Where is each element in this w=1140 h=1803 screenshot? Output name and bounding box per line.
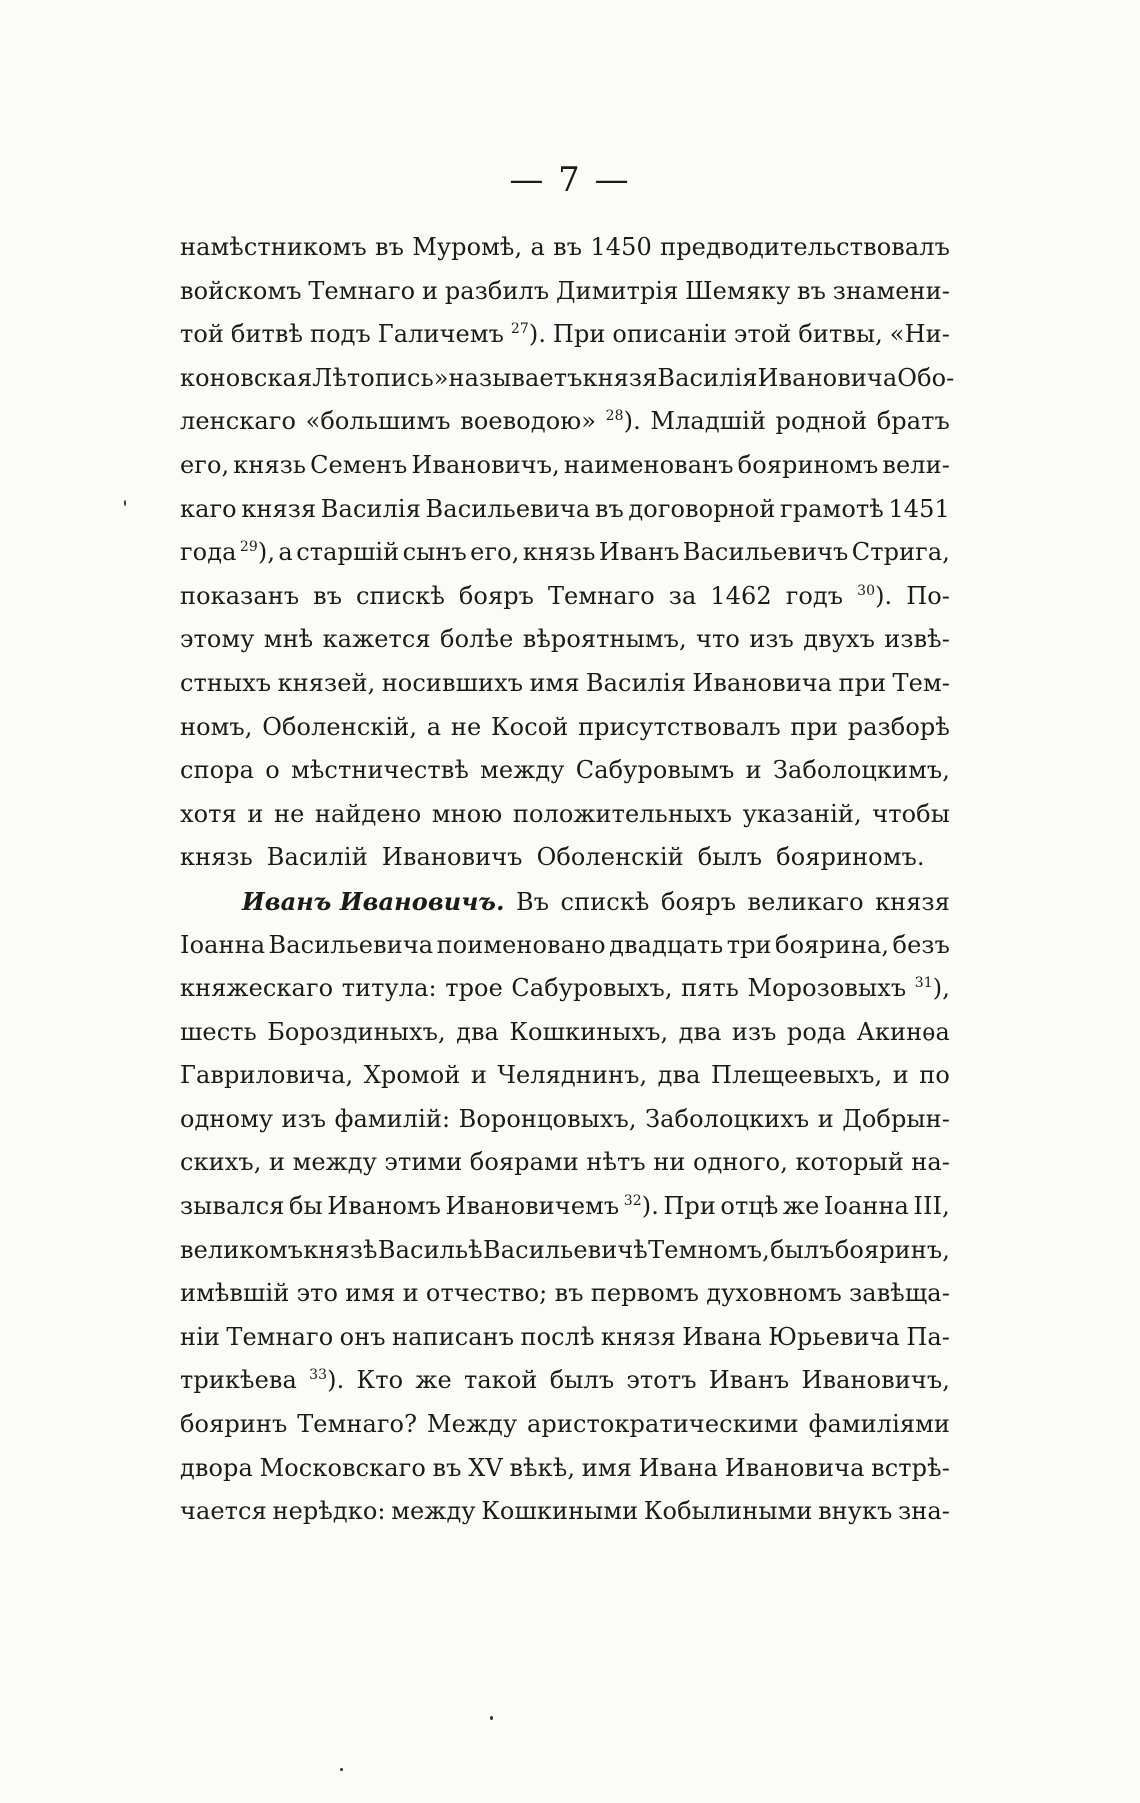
text-word: трикѣева: [180, 1366, 297, 1395]
text-word: и: [247, 799, 264, 828]
text-word: Димитрія: [556, 276, 679, 305]
text-word: великомъ: [180, 1235, 304, 1264]
text-word: безъ: [892, 930, 950, 959]
text-word: и: [817, 1104, 834, 1133]
text-word: Косой: [490, 712, 569, 741]
text-line: [180, 836, 950, 880]
text-word: фамиліями: [808, 1410, 950, 1439]
text-line: [180, 226, 950, 270]
text-line: [180, 793, 950, 837]
text-word: Морозовыхъ: [747, 974, 907, 1003]
text-word: Муромѣ,: [412, 233, 523, 261]
text-line: [180, 1185, 950, 1229]
text-word: Темномъ,: [648, 1235, 770, 1264]
text-word: и: [892, 1061, 909, 1090]
text-line: [180, 1403, 950, 1447]
text-word: знамени-: [832, 276, 950, 305]
text-word: въ: [432, 1453, 462, 1482]
text-word: титула:: [341, 974, 437, 1003]
text-word: въ: [313, 581, 343, 610]
text-word: ленскаго: [180, 407, 297, 436]
text-word: спора: [180, 756, 255, 785]
text-word: Акинѳа: [856, 1017, 950, 1046]
text-word: два: [678, 1017, 722, 1046]
text-word: зывался: [180, 1192, 285, 1221]
text-word: не: [273, 799, 305, 828]
text-word: два: [456, 1017, 499, 1046]
text-word: аристократическими: [527, 1410, 799, 1439]
text-word: 1462: [710, 581, 772, 610]
text-word: и: [268, 1148, 286, 1177]
text-word: поименовано: [436, 930, 606, 959]
text-word: Василія: [585, 668, 687, 697]
text-word: послѣ: [520, 1322, 595, 1351]
text-word: Воронцовыхъ,: [458, 1104, 637, 1133]
text-word: между: [480, 756, 565, 785]
text-word: $^{32}$).: [623, 1192, 659, 1221]
text-word: который: [795, 1148, 904, 1177]
text-word: найдено: [314, 799, 422, 828]
text-word: намѣстникомъ: [180, 233, 367, 261]
text-word: Галичемъ: [377, 320, 504, 349]
text-word: Бороздиныхъ,: [267, 1017, 446, 1046]
text-line: [180, 880, 950, 924]
text-word: битвы,: [798, 320, 883, 349]
text-word: наименованъ: [563, 450, 734, 479]
text-word: воеводою»: [460, 407, 597, 436]
text-line: [180, 1011, 950, 1055]
text-word: вѣкѣ,: [509, 1453, 576, 1482]
text-word: подъ: [309, 320, 371, 349]
text-line: [180, 1316, 950, 1360]
text-line: [180, 1054, 950, 1098]
text-word: Кошкиными: [481, 1497, 639, 1526]
text-word: встрѣ-: [871, 1453, 950, 1482]
text-word: ніи: [180, 1322, 220, 1351]
text-word: духовномъ: [706, 1279, 842, 1308]
text-word: между: [391, 1497, 476, 1526]
text-word: Иваномъ: [327, 1192, 442, 1221]
text-word: 1450: [590, 233, 652, 261]
text-word: спискѣ: [560, 887, 650, 916]
text-word: Заболоцкимъ,: [772, 756, 950, 785]
text-word: чтобы: [872, 799, 950, 828]
text-word: родной: [775, 407, 868, 436]
text-word: бояринъ,: [834, 1235, 950, 1264]
text-word: князя: [241, 494, 317, 523]
text-line: [180, 1098, 950, 1142]
text-word: сынъ: [402, 538, 467, 567]
text-word: въ: [554, 1279, 584, 1308]
text-word: пять: [681, 974, 739, 1003]
text-word: ни: [653, 1148, 686, 1177]
text-word: указаній,: [742, 799, 862, 828]
text-line: [180, 444, 950, 488]
text-word: о: [265, 756, 280, 785]
text-word: рода: [786, 1017, 847, 1046]
text-word: княжескаго: [180, 974, 334, 1003]
text-word: Васильевича: [268, 930, 434, 959]
text-word: князѣ: [303, 1235, 378, 1264]
text-word: одного,: [692, 1148, 788, 1177]
page-number: — 7 —: [509, 160, 631, 200]
text-word: XV: [468, 1453, 503, 1482]
print-speck: [490, 1716, 493, 1720]
text-word: и: [421, 276, 439, 305]
text-word: называетъ: [448, 363, 583, 392]
text-word: Василія: [320, 494, 421, 523]
text-word: При: [663, 1192, 716, 1221]
text-word: Ивановичъ,: [411, 450, 560, 479]
text-word: Василія: [657, 363, 758, 392]
text-word: бояръ: [458, 581, 535, 610]
text-word: отчество;: [425, 1279, 548, 1308]
text-word: Лѣтопись»: [312, 363, 449, 392]
text-word: нѣтъ: [586, 1148, 646, 1177]
text-word: Ивановича: [724, 1453, 865, 1482]
text-word: князя: [582, 363, 658, 392]
text-word: По-: [906, 581, 950, 610]
text-word: а: [530, 233, 545, 261]
text-word: этими: [384, 1148, 463, 1177]
text-word: имя: [581, 1453, 632, 1482]
text-line: [180, 1229, 950, 1273]
text-word: а: [278, 538, 293, 567]
text-line: [180, 270, 950, 314]
body-text: [180, 226, 955, 1534]
text-word: спискѣ: [356, 581, 445, 610]
text-word: Сабуровымъ: [575, 756, 735, 785]
text-word: Ивановича: [757, 363, 898, 392]
text-word: имя: [529, 668, 580, 697]
text-line: [180, 1447, 950, 1491]
text-word: чается: [180, 1497, 267, 1526]
text-word: Между: [426, 1410, 518, 1439]
text-word: Кто: [356, 1366, 404, 1395]
text-word: показанъ: [180, 581, 300, 610]
text-word: мнѣ: [263, 625, 314, 654]
text-word: бояриномъ.: [776, 843, 925, 872]
text-word: князь: [180, 843, 253, 872]
text-word: нерѣдко:: [272, 1497, 386, 1526]
text-word: братъ: [876, 407, 950, 436]
text-word: трое: [445, 974, 503, 1003]
text-word: старшій: [296, 538, 400, 567]
text-word: Ивановичъ,: [801, 1366, 950, 1395]
text-line: [180, 924, 950, 968]
text-line: [180, 400, 950, 444]
text-word: этому: [180, 625, 255, 654]
print-speck: [124, 500, 126, 506]
text-word: завѣща-: [849, 1279, 950, 1308]
text-word: великаго: [747, 887, 864, 916]
text-word: двухъ: [803, 625, 875, 654]
text-word: этотъ: [626, 1366, 697, 1395]
text-word: два: [657, 1061, 701, 1090]
text-word: $^{29}$),: [239, 538, 276, 567]
text-word: одному: [180, 1104, 274, 1133]
text-word: онъ: [339, 1322, 386, 1351]
text-word: хотя: [180, 799, 237, 828]
text-word: Московскаго: [259, 1453, 426, 1482]
text-word: предводительствовалъ: [660, 233, 950, 261]
text-word: Гавриловича,: [180, 1061, 354, 1090]
text-word: въ: [553, 233, 583, 261]
text-line: [180, 313, 950, 357]
text-word: Въ: [516, 887, 550, 916]
text-word: за: [668, 581, 697, 610]
text-word: вели-: [882, 450, 950, 479]
text-line: [180, 618, 950, 662]
text-word: былъ: [549, 1366, 615, 1395]
text-word: боярами: [469, 1148, 579, 1177]
text-word: написанъ: [392, 1322, 515, 1351]
text-word: Младшій: [650, 407, 766, 436]
text-word: $^{28}$).: [605, 407, 641, 436]
text-word: изъ: [731, 1017, 777, 1046]
text-word: Стрига,: [851, 538, 950, 567]
text-word: изъ: [281, 1104, 327, 1133]
text-word: Темнаго: [226, 1322, 334, 1351]
text-word: изъ: [749, 625, 794, 654]
text-word: въ: [375, 233, 404, 261]
text-word: Темнаго?: [297, 1410, 418, 1439]
text-word: Оболенскій,: [262, 712, 418, 741]
text-word: Ивановичемъ: [445, 1192, 620, 1221]
text-word: Васильевичѣ: [483, 1235, 648, 1264]
text-word: былъ: [770, 1235, 835, 1264]
text-word: кажется: [322, 625, 431, 654]
text-word: бояръ: [660, 887, 737, 916]
text-word: Кошкиныхъ,: [509, 1017, 669, 1046]
text-word: При: [552, 320, 606, 349]
text-word: на-: [911, 1148, 950, 1177]
text-word: внукъ: [818, 1497, 893, 1526]
text-line: [180, 531, 950, 575]
text-word: же: [415, 1366, 452, 1395]
text-word: Иванъ: [708, 1366, 790, 1395]
text-word: битвѣ: [230, 320, 304, 349]
text-word: каго: [180, 494, 237, 523]
text-word: Васильѣ: [377, 1235, 483, 1264]
text-word: отцѣ: [720, 1192, 779, 1221]
text-word: въ: [797, 276, 827, 305]
text-line: [180, 967, 950, 1011]
text-word: же: [782, 1192, 820, 1221]
text-word: Темнаго: [308, 276, 416, 305]
text-word: бы: [288, 1192, 323, 1221]
text-word: положительныхъ: [512, 799, 733, 828]
text-word: зна-: [898, 1497, 950, 1526]
text-word: 1451: [888, 494, 950, 523]
text-word: и: [470, 1061, 487, 1090]
text-word: «Ни-: [889, 320, 950, 349]
text-word: и: [745, 756, 762, 785]
text-word: $^{30}$).: [857, 581, 893, 610]
text-word: Василій: [266, 843, 368, 872]
text-word: шесть: [180, 1017, 257, 1046]
text-line: [180, 575, 950, 619]
text-word: двадцать: [609, 930, 724, 959]
text-word: коновская: [180, 363, 313, 392]
text-word: имя: [345, 1279, 396, 1308]
text-word: III,: [913, 1192, 950, 1221]
text-word: Васильевича: [425, 494, 591, 523]
text-word: бояриномъ: [737, 450, 879, 479]
text-word: имѣвшій: [180, 1279, 290, 1308]
text-word: князя: [875, 887, 950, 916]
text-word: князь: [522, 538, 596, 567]
text-word: грамотѣ: [780, 494, 884, 523]
text-word: князь: [233, 450, 307, 479]
text-word: болѣе: [440, 625, 514, 654]
text-word: Ивановича: [692, 668, 833, 697]
text-word: между: [292, 1148, 377, 1177]
text-line: [180, 749, 950, 793]
text-word: боярина,: [775, 930, 890, 959]
text-word: $^{27}$).: [510, 320, 547, 349]
text-word: это: [296, 1279, 339, 1308]
text-word: договорной: [628, 494, 776, 523]
text-word: мѣстничествѣ: [291, 756, 469, 785]
text-word: а: [426, 712, 442, 741]
text-word: былъ: [697, 843, 763, 872]
text-word: не: [450, 712, 482, 741]
text-word: вѣроятнымъ,: [522, 625, 687, 654]
text-word: Тем-: [892, 668, 950, 697]
text-word: князя: [601, 1322, 676, 1351]
text-word: Па-: [906, 1322, 950, 1351]
text-word: Шемяку: [685, 276, 791, 305]
text-word: двора: [180, 1453, 253, 1482]
text-word: Васильевичъ: [682, 538, 849, 567]
text-word: Іоанна: [823, 1192, 909, 1221]
text-word: его,: [180, 450, 230, 479]
text-word: $^{33}$).: [309, 1366, 345, 1395]
text-word: этой: [733, 320, 792, 349]
text-line: [180, 488, 950, 532]
text-word: разбилъ: [444, 276, 550, 305]
text-word: и: [402, 1279, 419, 1308]
text-word: скихъ,: [180, 1148, 262, 1177]
text-line: [180, 1359, 950, 1403]
text-word: Заболоцкихъ: [645, 1104, 810, 1133]
text-word: номъ,: [180, 712, 253, 741]
text-word: Ивановичъ: [381, 843, 523, 872]
text-line: [180, 1141, 950, 1185]
text-word: извѣ-: [884, 625, 950, 654]
text-word: Иванъ: [598, 538, 680, 567]
text-word: стныхъ: [180, 668, 272, 697]
section-name: Иванъ Ивановичъ.: [242, 886, 505, 916]
text-word: Ивана: [638, 1453, 719, 1482]
text-word: Челяднинъ,: [497, 1061, 648, 1090]
text-line: [180, 662, 950, 706]
text-word: войскомъ: [180, 276, 302, 305]
text-word: Хромой: [363, 1061, 461, 1090]
text-word: $^{31}$),: [914, 974, 950, 1003]
text-word: князей,: [277, 668, 376, 697]
text-word: Семенъ: [310, 450, 408, 479]
text-word: по: [919, 1061, 950, 1090]
text-word: Темнаго: [547, 581, 655, 610]
text-word: описаніи: [612, 320, 728, 349]
text-word: Добрын-: [842, 1104, 950, 1133]
text-word: той: [180, 320, 225, 349]
text-word: Кобылиными: [643, 1497, 813, 1526]
text-word: Обо-: [897, 363, 955, 392]
text-word: разборѣ: [847, 712, 950, 741]
text-word: Плещеевыхъ,: [711, 1061, 883, 1090]
text-word: «большимъ: [305, 407, 451, 436]
text-word: года: [180, 538, 237, 567]
text-word: Оболенскій: [536, 843, 684, 872]
text-word: присутствовалъ: [578, 712, 781, 741]
text-word: въ: [594, 494, 624, 523]
text-word: Іоанна: [180, 930, 266, 959]
text-line: [180, 357, 955, 401]
text-word: три: [726, 930, 772, 959]
text-word: его,: [470, 538, 520, 567]
text-word: Сабуровыхъ,: [511, 974, 673, 1003]
text-word: носившихъ: [381, 668, 524, 697]
text-word: фамилій:: [334, 1104, 451, 1133]
text-word: годъ: [785, 581, 844, 610]
text-word: Ивана: [682, 1322, 762, 1351]
text-line: [180, 706, 950, 750]
text-word: при: [838, 668, 887, 697]
text-word: бояринъ: [180, 1410, 288, 1439]
text-word: что: [696, 625, 740, 654]
text-word: при: [790, 712, 839, 741]
print-speck: [340, 1768, 343, 1771]
text-line: [180, 1272, 950, 1316]
text-word: Юрьевича: [768, 1322, 900, 1351]
text-word: такой: [464, 1366, 538, 1395]
text-word: первомъ: [590, 1279, 699, 1308]
text-line: [180, 1490, 950, 1534]
text-word: мною: [431, 799, 503, 828]
